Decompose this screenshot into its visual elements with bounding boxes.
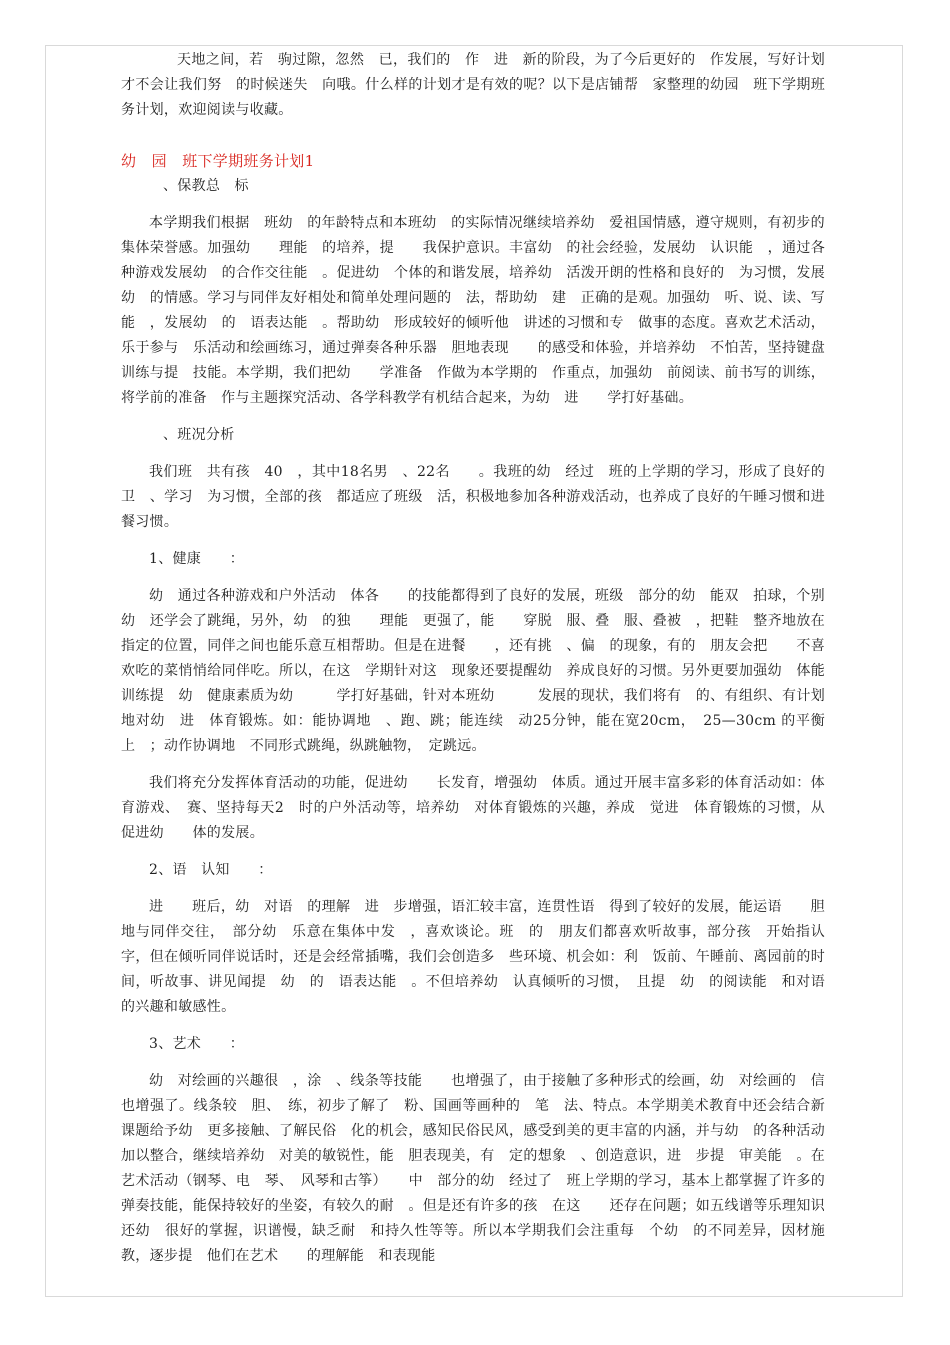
heading-art: 3、艺术 ： xyxy=(149,1036,245,1052)
paragraph-health-1: 幼 通过各种游戏和户外活动 体各 的技能都得到了良好的发展，班级 部分的幼 能双 拍球，个别幼 还学会了跳绳，另外，幼 的独 理能 更强了，能 穿脱 服、叠 服、叠被 ，把鞋 整齐地放在指定的位置，同伴之间也能乐意互相帮助。但是在进餐 ，还有挑 、偏 的现象，有的 朋友会把 不喜欢吃的菜悄悄给同伴吃。所以，在这 学期针对这 现象还要提醒幼 养成良好的习惯。另外更要加强幼 体能训练提 幼 健康素质为幼 学打好基础，针对本班幼 发展的现状，我们将有 的、有组织、有计划地对幼 进 体育锻炼。如：能协调地 、跑、跳；能连续 动25分钟，能在宽20cm， 25—30cm 的平衡 上 ；动作协调地 不同形式跳绳，纵跳触物， 定跳远。 xyxy=(121,588,840,754)
page-frame xyxy=(45,45,903,1297)
paragraph-goals: 本学期我们根据 班幼 的年龄特点和本班幼 的实际情况继续培养幼 爱祖国情感，遵守规则，有初步的集体荣誉感。加强幼 理能 的培养，提 我保护意识。丰富幼 的社会经验，发展幼 认识能 ，通过各种游戏发展幼 的合作交往能 。促进幼 个体的和谐发展，培养幼 活泼开朗的性格和良好的 为习惯，发展幼 的情感。学习与同伴友好相处和简单处理问题的 法，帮助幼 建 正确的是观。加强幼 听、说、读、写能 ，发展幼 的 语表达能 。帮助幼 形成较好的倾听他 讲述的习惯和专 做事的态度。喜欢艺术活动，乐于参与 乐活动和绘画练习，通过弹奏各种乐器 胆地表现 的感受和体验，并培养幼 不怕苦，坚持键盘训练与提 技能。本学期，我们把幼 学准备 作做为本学期的 作重点，加强幼 前阅读、前书写的训练，将学前的准备 作与主题探究活动、各学科教学有机结合起来，为幼 进 学打好基础。 xyxy=(121,215,825,406)
paragraph-art: 幼 对绘画的兴趣很 ，涂 、线条等技能 也增强了，由于接触了多种形式的绘画，幼 对绘画的 信 也增强了。线条较 胆、 练，初步了解了 粉、国画等画种的 笔 法、特点。本学期美术教育中还会结合新课题给予幼 更多接触、了解民俗 化的机会，感知民俗民风，感受到美的更丰富的内涵，并与幼 的各种活动加以整合，继续培养幼 对美的敏锐性，能 胆表现美，有 定的想象 、创造意识，进 步提 审美能 。在艺术活动（钢琴、电 琴、 风琴和古筝） 中 部分的幼 经过了 班上学期的学习，基本上都掌握了许多的弹奏技能，能保持较好的坐姿，有较久的耐 。但是还有许多的孩 在这 还存在问题；如五线谱等乐理知识还幼 很好的掌握，识谱慢，缺乏耐 和持久性等等。所以本学期我们会注重每 个幼 的不同差异，因材施教，逐步提 他们在艺术 的理解能 和表现能 xyxy=(121,1073,840,1264)
heading-class-analysis: 、班况分析 xyxy=(163,427,235,443)
paragraph-language: 进 班后，幼 对语 的理解 进 步增强，语汇较丰富，连贯性语 得到了较好的发展，能运语 胆地与同伴交往， 部分幼 乐意在集体中发 ，喜欢谈论。班 的 朋友们都喜欢听故事，部分孩 开始指认 字，但在倾听同伴说话时，还是会经常插嘴，我们会创造多 些环境、机会如：利 饭前、午睡前、离园前的时间，听故事、讲见闻提 幼 的 语表达能 。不但培养幼 认真倾听的习惯， 且提 幼 的阅读能 和对语 的兴趣和敏感性。 xyxy=(121,899,840,1015)
paragraph-class-analysis: 我们班 共有孩 40 ，其中18名男 、22名 。我班的幼 经过 班的上学期的学习，形成了良好的卫 、学习 为习惯，全部的孩 都适应了班级 活，积极地参加各种游戏活动，也养成了良好的午睡习惯和进餐习惯。 xyxy=(121,464,825,530)
paragraph-health-2: 我们将充分发挥体育活动的功能，促进幼 长发育，增强幼 体质。通过开展丰富多彩的体育活动如：体育游戏、 赛、坚持每天2 时的户外活动等，培养幼 对体育锻炼的兴趣，养成 觉进 体育锻炼的习惯，从 促进幼 体的发展。 xyxy=(121,775,840,841)
heading-language: 2、语 认知 ： xyxy=(149,862,273,878)
intro-paragraph: 天地之间，若 驹过隙，忽然 已，我们的 作 进 新的阶段，为了今后更好的 作发展，写好计划才不会让我们努 的时候迷失 向哦。什么样的计划才是有效的呢？以下是店铺帮 家整理的幼园 班下学期班务计划，欢迎阅读与收藏。 xyxy=(121,52,825,118)
document-body xyxy=(121,48,840,1281)
heading-health: 1、健康 ： xyxy=(149,551,245,567)
section-title: 幼 园 班下学期班务计划1 xyxy=(121,152,315,170)
heading-goals: 、保教总 标 xyxy=(163,178,249,194)
